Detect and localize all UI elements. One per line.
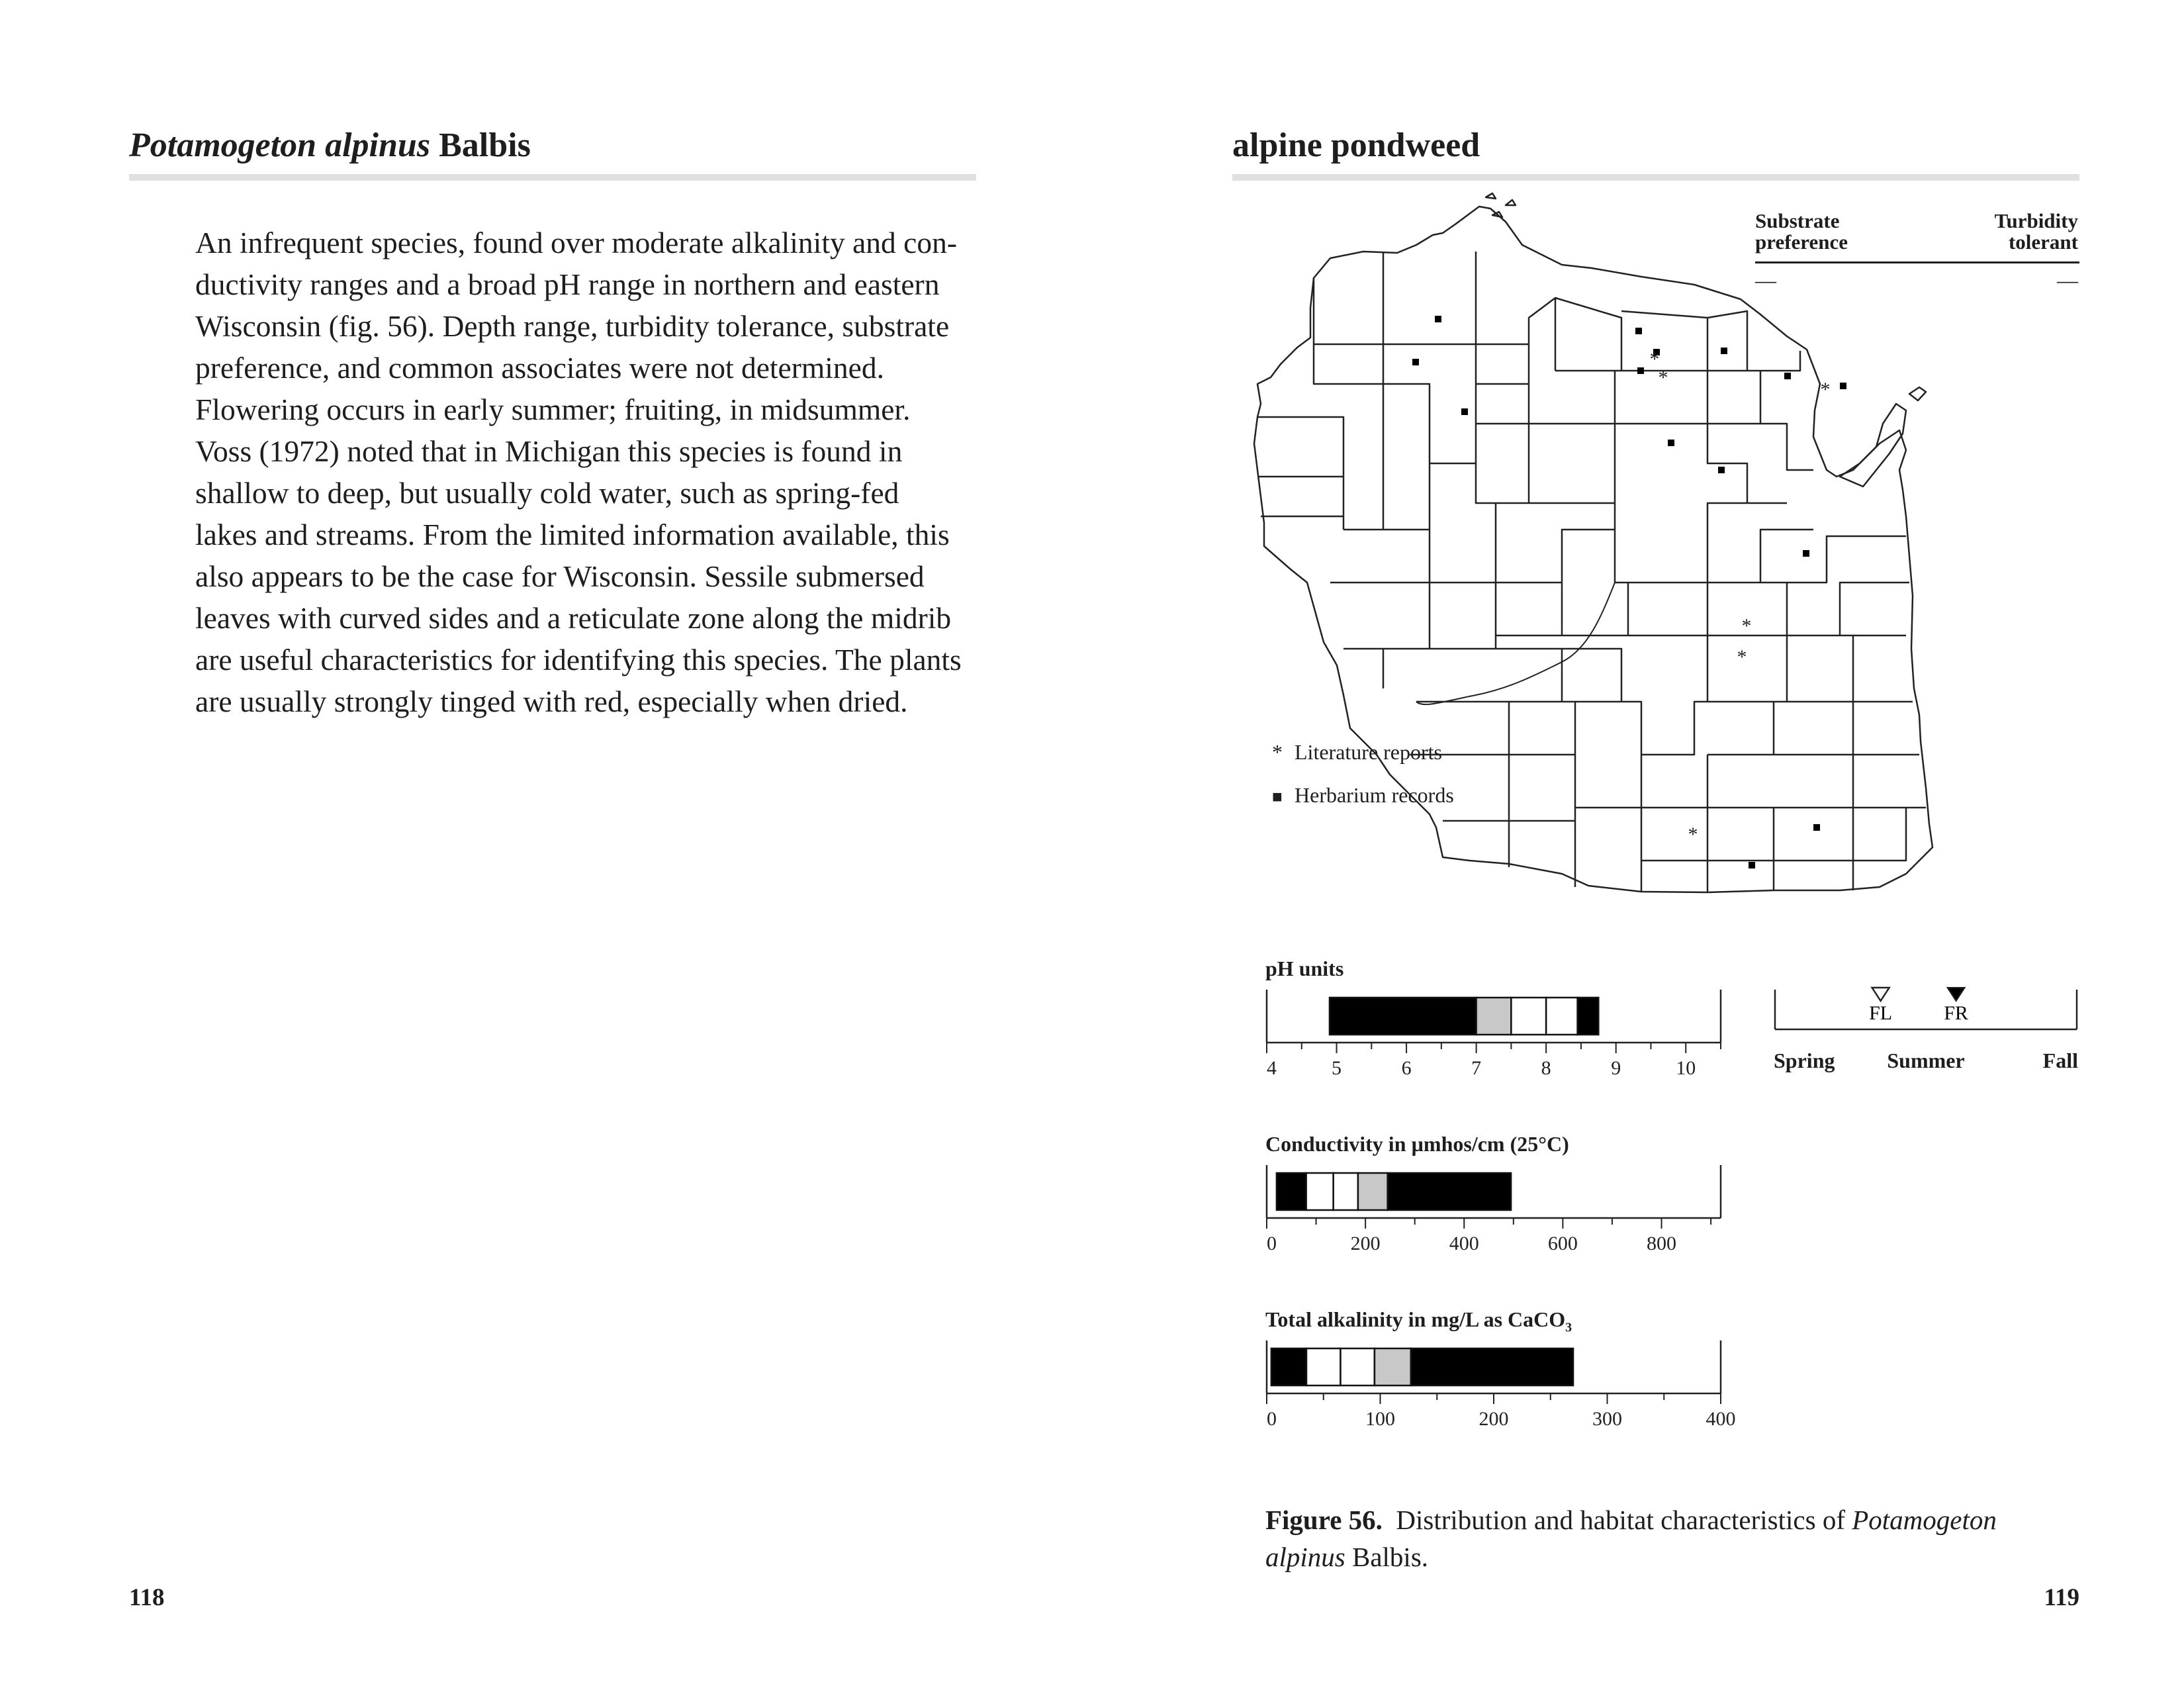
herbarium-symbol: ■	[1272, 787, 1283, 806]
legend-literature	[1272, 740, 1442, 765]
alkalinity-chart	[1265, 1307, 1736, 1453]
right-page-number: 119	[2044, 1584, 2079, 1611]
turbidity-value: —	[2057, 268, 2078, 292]
tick-label: 200	[1350, 1233, 1381, 1254]
tick-label: 5	[1332, 1057, 1342, 1079]
description-line: Wisconsin (fig. 56). Depth range, turbidity tolerance, substrate	[195, 309, 950, 343]
description-line: shallow to deep, but usually cold water, such as spring-fed	[195, 476, 899, 510]
fruiting-label: FR	[1944, 1002, 1968, 1024]
literature-report-markers	[1650, 348, 1831, 845]
tick-label: 8	[1541, 1057, 1551, 1079]
tick-label: 600	[1547, 1233, 1578, 1254]
tick-label: 6	[1401, 1057, 1412, 1079]
season-spring: Spring	[1774, 1049, 1835, 1072]
caption-species: alpinus	[1265, 1542, 1345, 1572]
species-title	[129, 126, 531, 165]
range-segment	[1306, 1173, 1334, 1210]
range-bar-svg	[1265, 957, 1722, 1089]
description-line: Voss (1972) noted that in Michigan this species is found in	[195, 434, 903, 468]
tick-label: 9	[1611, 1057, 1621, 1079]
description-line: Flowering occurs in early summer; fruiting, in midsummer.	[195, 393, 911, 426]
common-name-title: alpine pondweed	[1232, 126, 1480, 164]
description-line: are useful characteristics for identifying this species. The plants	[195, 643, 962, 677]
species-author: Balbis	[439, 126, 531, 164]
svg-text:*: *	[1737, 646, 1747, 668]
wisconsin-river	[1416, 583, 1615, 704]
svg-text:*: *	[1688, 823, 1698, 845]
svg-text:*: *	[1820, 379, 1831, 400]
tick-label: 400	[1449, 1233, 1479, 1254]
caption-text: Distribution and habitat characteristics of	[1396, 1505, 1845, 1535]
phenology-chart	[1774, 986, 2078, 1039]
figure-caption	[1265, 1501, 2079, 1575]
tick-label: 0	[1267, 1408, 1277, 1430]
legend-herbarium	[1272, 783, 1454, 808]
svg-text:*: *	[1649, 348, 1660, 370]
description-line: preference, and common associates were not determined.	[195, 351, 884, 385]
tick-label: 100	[1365, 1408, 1395, 1430]
substrate-heading: Substrate preference	[1755, 209, 1848, 254]
left-header-rule	[129, 174, 976, 181]
literature-label: Literature reports	[1295, 740, 1442, 764]
tick-label: 800	[1647, 1233, 1677, 1254]
season-summer: Summer	[1887, 1049, 1965, 1072]
range-segment	[1334, 1173, 1358, 1210]
description-line: also appears to be the case for Wisconsin. Sessile submersed	[195, 559, 925, 593]
range-segment	[1411, 1348, 1573, 1385]
range-segment	[1375, 1348, 1411, 1385]
range-segment	[1358, 1173, 1388, 1210]
chart-title: Total alkalinity in mg/L as CaCO$_3$	[1265, 1307, 1572, 1335]
range-segment	[1388, 1173, 1511, 1210]
chart-title-subscript: 3	[1565, 1320, 1572, 1335]
ph-chart	[1265, 957, 1722, 1102]
description-line: leaves with curved sides and a reticulate zone along the midrib	[195, 601, 952, 635]
tick-label: 300	[1592, 1408, 1622, 1430]
description-line: An infrequent species, found over moderate alkalinity and con-	[195, 226, 958, 259]
conductivity-chart	[1265, 1132, 1722, 1278]
season-fall: Fall	[2042, 1049, 2078, 1072]
range-segment	[1330, 998, 1477, 1035]
description-line: are usually strongly tinged with red, especially when dried.	[195, 684, 908, 718]
svg-text:*: *	[1658, 367, 1668, 389]
fruiting-marker	[1948, 988, 1965, 1001]
tick-label: 10	[1676, 1057, 1696, 1079]
substrate-value: —	[1755, 268, 1776, 292]
turbidity-heading: Turbidity tolerant	[1994, 209, 2078, 254]
description-line: lakes and streams. From the limited information available, this	[195, 518, 950, 551]
left-page-number: 118	[129, 1584, 165, 1611]
range-segment	[1546, 998, 1577, 1035]
chart-title: Conductivity in µmhos/cm (25°C)	[1265, 1132, 1569, 1156]
range-segment	[1306, 1348, 1340, 1385]
species-scientific-name: Potamogeton alpinus	[129, 126, 431, 164]
description-line: ductivity ranges and a broad pH range in northern and eastern	[195, 267, 940, 301]
range-segment	[1277, 1173, 1306, 1210]
svg-text:*: *	[1741, 615, 1752, 637]
species-description	[195, 222, 976, 722]
washington-island	[1909, 387, 1926, 400]
range-segment	[1477, 998, 1512, 1035]
caption-genus: Potamogeton	[1852, 1505, 1997, 1535]
literature-symbol: *	[1272, 740, 1283, 764]
tick-label: 4	[1267, 1057, 1277, 1079]
range-bar-svg	[1265, 1307, 1736, 1440]
caption-author: Balbis.	[1352, 1542, 1429, 1572]
tick-label: 200	[1479, 1408, 1509, 1430]
range-bar-svg	[1265, 1132, 1722, 1264]
range-segment	[1340, 1348, 1374, 1385]
range-segment	[1578, 998, 1599, 1035]
door-peninsula	[1840, 404, 1906, 487]
right-header-rule	[1232, 174, 2079, 181]
chart-title: pH units	[1265, 957, 1344, 980]
tick-label: 0	[1267, 1233, 1277, 1254]
flowering-label: FL	[1869, 1002, 1893, 1024]
flowering-marker	[1872, 988, 1889, 1001]
herbarium-label: Herbarium records	[1295, 783, 1454, 807]
apostle-islands	[1486, 193, 1516, 217]
range-segment	[1511, 998, 1546, 1035]
range-segment	[1271, 1348, 1306, 1385]
figure-label: Figure 56.	[1265, 1505, 1383, 1535]
tick-label: 7	[1471, 1057, 1482, 1079]
herbarium-record-markers	[1412, 316, 1846, 868]
tick-label: 400	[1706, 1408, 1736, 1430]
wisconsin-county-map	[1244, 185, 2019, 933]
